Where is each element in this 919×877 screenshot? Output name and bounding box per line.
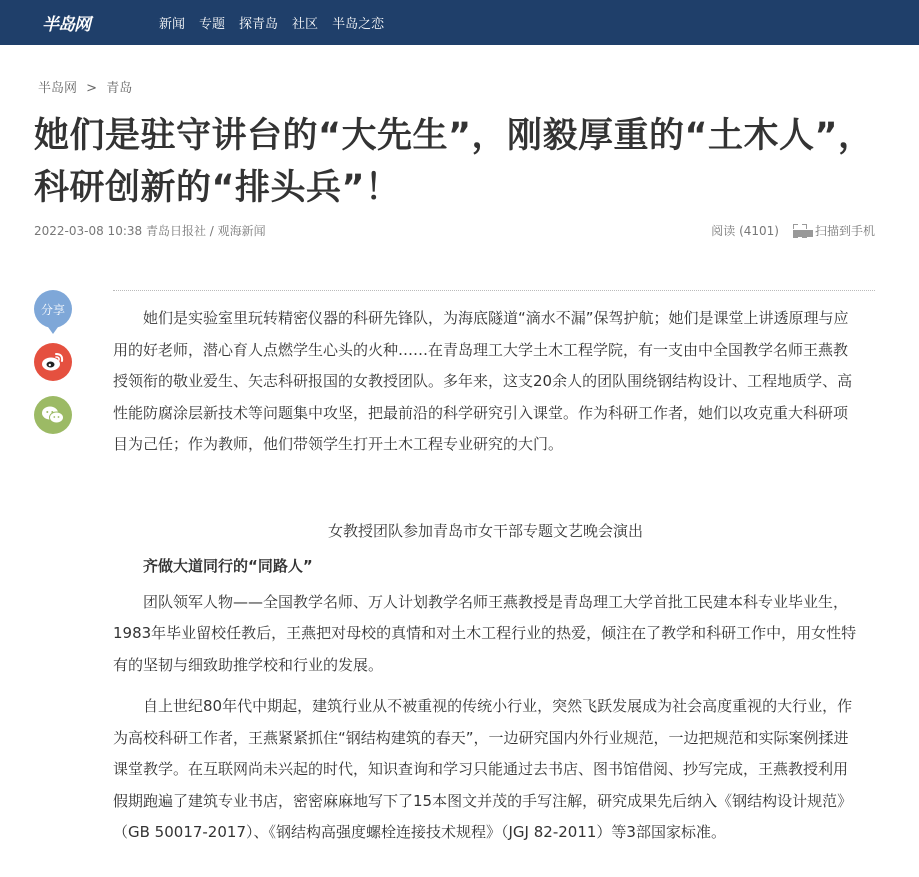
image-caption: 女教授团队参加青岛市女干部专题文艺晚会演出 [327, 521, 643, 540]
wechat-share-button[interactable] [34, 396, 72, 434]
site-logo[interactable]: 半岛网 [42, 15, 90, 35]
weibo-icon [41, 352, 65, 372]
section-heading: 齐做大道同行的“同路人” [143, 557, 313, 575]
paragraph: 自上世纪80年代中期起，建筑行业从不被重视的传统小行业，突然飞跃发展成为社会高度重视的大行业，作为高校科研工作者，王燕紧紧抓住“钢结构建筑的春天”，一边研究国内外行业规范，一边把规范和实际案例揉进课堂教学。在互联网尚未兴起的时代，知识查询和学习只能通过去书店、图书馆借阅、抄写完成，王燕教授利用假期跑遍了建筑专业书店，密密麻麻地写下了15本图文并茂的手写注解，研究成果先后纳入《钢结构设计规范》（GB 50017-2017）、《钢结构高强度螺栓连接技术规程》（JGJ 82-2011）等3部国家标准。 [113, 697, 853, 841]
read-count: 阅读 (4101) [711, 224, 779, 238]
scan-to-phone-link[interactable]: 扫描到手机 [814, 224, 875, 238]
breadcrumb [38, 77, 132, 96]
content-divider [113, 290, 875, 291]
nav-item-bandao-love[interactable]: 半岛之恋 [332, 17, 385, 32]
share-bar [34, 290, 72, 449]
nav-item-community[interactable]: 社区 [292, 17, 319, 32]
nav-item-explore-qingdao[interactable]: 探青岛 [239, 17, 279, 32]
breadcrumb-current[interactable]: 青岛 [106, 81, 133, 96]
breadcrumb-home[interactable]: 半岛网 [38, 81, 78, 96]
top-navbar [0, 0, 919, 45]
article-title: 她们是驻守讲台的“大先生”，刚毅厚重的“土木人”，科研创新的“排头兵”！ [34, 116, 874, 208]
breadcrumb-separator: > [86, 81, 98, 96]
paragraph: 团队领军人物——全国教学名师、万人计划教学名师王燕教授是青岛理工大学首批工民建本科专业毕业生，1983年毕业留校任教后，王燕把对母校的真情和对土木工程行业的热爱，倾注在了教学和科研工作中，用女性特有的坚韧与细致助推学校和行业的发展。 [113, 592, 857, 674]
nav-item-news[interactable]: 新闻 [159, 17, 186, 32]
nav-item-topics[interactable]: 专题 [199, 17, 226, 32]
share-label: 分享 [34, 290, 72, 328]
article-body [113, 303, 858, 859]
wechat-icon [41, 405, 65, 425]
main-nav [159, 0, 398, 45]
article-stats [711, 222, 875, 239]
weibo-share-button[interactable] [34, 343, 72, 381]
qr-scan-icon[interactable] [793, 224, 807, 238]
article-meta: 2022-03-08 10:38 青岛日报社 / 观海新闻 [34, 224, 266, 238]
paragraph: 她们是实验室里玩转精密仪器的科研先锋队，为海底隧道“滴水不漏”保驾护航；她们是课堂上讲透原理与应用的好老师，潜心育人点燃学生心头的火种……在青岛理工大学土木工程学院，有一支由中全国教学名师王燕教授领衔的敬业爱生、矢志科研报国的女教授团队。多年来，这支20余人的团队围绕钢结构设计、工程地质学、高性能防腐涂层新技术等问题集中攻坚，把最前沿的科学研究引入课堂。作为科研工作者，她们以攻克重大科研项目为己任；作为教师，他们带领学生打开土木工程专业研究的大门。 [113, 309, 853, 453]
